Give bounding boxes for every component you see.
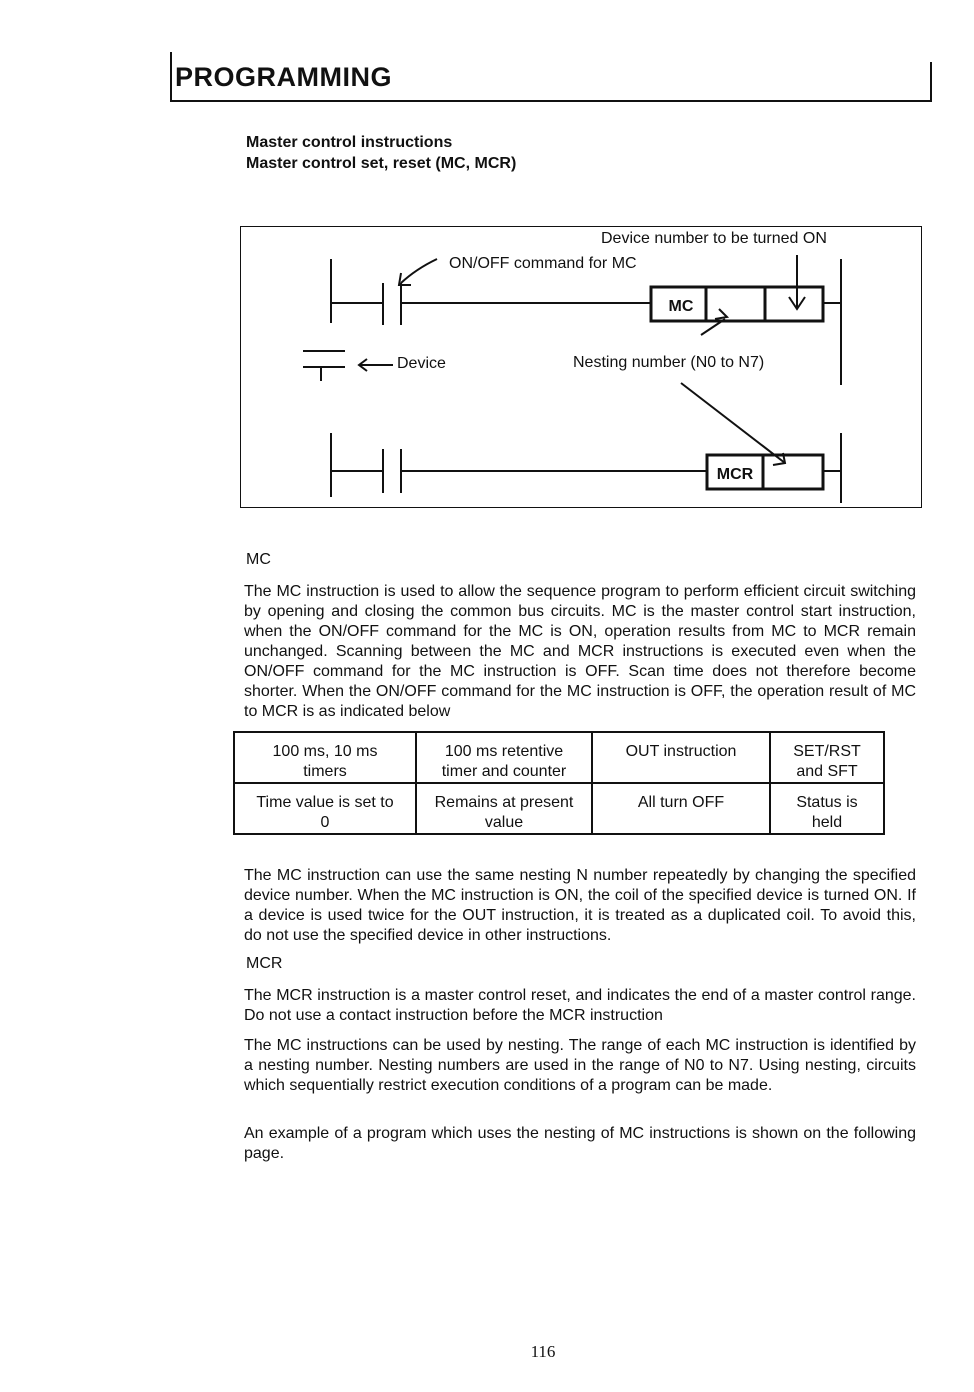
table-header-cell: 100 ms, 10 ms timers — [234, 732, 416, 783]
example-paragraph: An example of a program which uses the nesting of MC instructions is shown on the following page. — [244, 1125, 916, 1162]
page-section-title: PROGRAMMING — [175, 62, 392, 92]
table-cell: Status is held — [770, 783, 884, 834]
ladder-diagram — [240, 226, 922, 508]
device-number-label: Device number to be turned ON — [601, 230, 827, 247]
table-header-cell: 100 ms retentive timer and counter — [416, 732, 592, 783]
nesting-repeat-paragraph: The MC instruction can use the same nesting N number repeatedly by changing the specified device number. When the MC instruction is ON, the coil of the specified device is turned ON. If a device is used twice for the OUT instruction, it is treated as a duplicated coil. To avoid this, do not use the specified device in other instructions. — [244, 867, 916, 944]
table-cell: All turn OFF — [592, 783, 770, 834]
header-left-mark — [170, 52, 172, 102]
header-rule — [170, 100, 932, 102]
heading-mc-mcr: Master control set, reset (MC, MCR) — [246, 155, 517, 172]
table-cell: Time value is set to 0 — [234, 783, 416, 834]
table-row — [234, 732, 884, 783]
table-header-cell: OUT instruction — [592, 732, 770, 783]
mcr-section-label: MCR — [246, 955, 283, 972]
nesting-number-label: Nesting number (N0 to N7) — [573, 354, 765, 371]
mcr-description: The MCR instruction is a master control reset, and indicates the end of a master control range. Do not use a contact instruction before the MCR instruction — [244, 987, 916, 1024]
nesting-paragraph: The MC instructions can be used by nesting. The range of each MC instruction is identified by a nesting number. Nesting numbers are used in the range of N0 to N7. Using nesting, circuits which sequentially restrict execution conditions of a program can be made. — [244, 1037, 916, 1094]
heading-master-control: Master control instructions — [246, 134, 453, 151]
table-cell: Remains at present value — [416, 783, 592, 834]
table-row — [234, 783, 884, 834]
mcr-box-label: MCR — [716, 466, 754, 483]
header-right-mark — [930, 62, 932, 102]
table-header-cell: SET/RST and SFT — [770, 732, 884, 783]
mc-box-label: MC — [668, 298, 694, 315]
page-number: 116 — [530, 1342, 556, 1361]
mc-description: The MC instruction is used to allow the sequence program to perform efficient circuit switching by opening and closing the common bus circuits. MC is the master control start instruction, when the ON/OFF command for the MC is ON, operation results from MC to MCR remain unchanged. Scanning between the MC and MCR instructions is executed even when the ON/OFF command for the MC instruction is OFF. Scan time does not therefore become shorter. When the ON/OFF command for the MC instruction is OFF, the operation result of MC to MCR is as indicated below — [244, 583, 916, 720]
mc-off-result-table — [233, 731, 885, 835]
onoff-command-label: ON/OFF command for MC — [449, 255, 637, 272]
device-label: Device — [397, 355, 446, 372]
mc-section-label: MC — [246, 551, 271, 568]
